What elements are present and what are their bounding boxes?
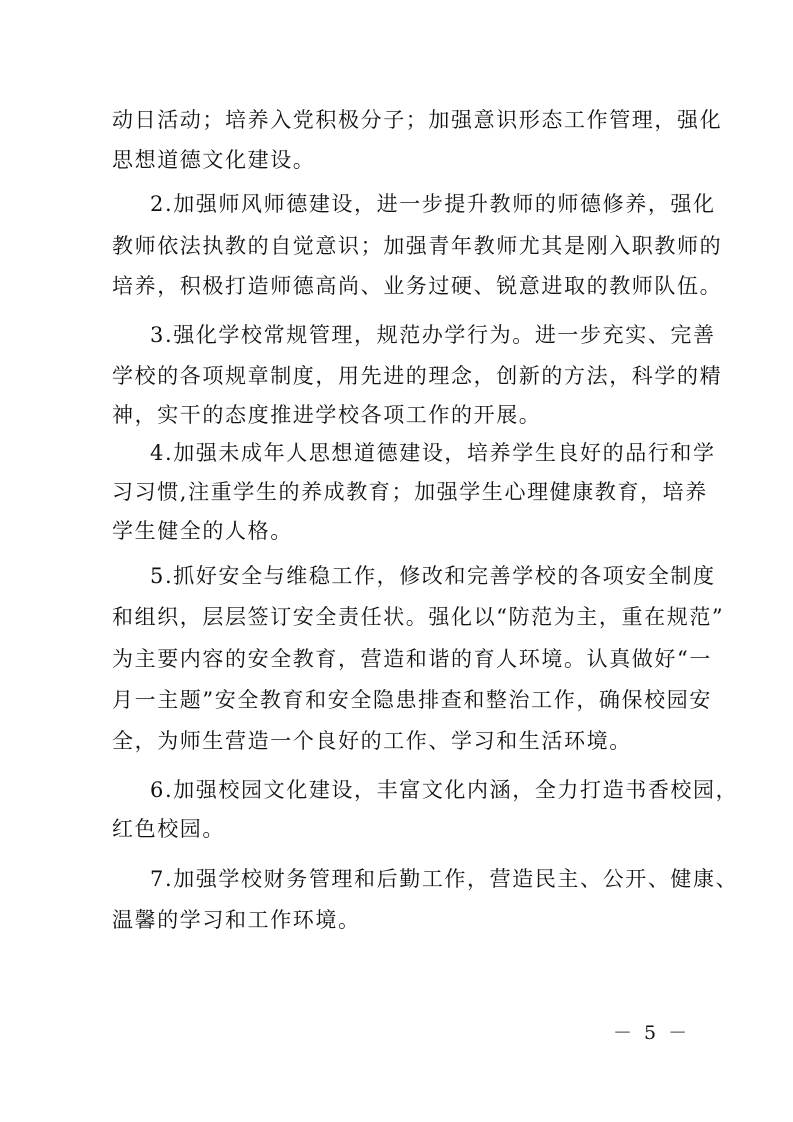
text-line: 习习惯,注重学生的养成教育；加强学生心理健康教育，培养 [112,480,708,504]
text-line: 为主要内容的安全教育，营造和谐的育人环境。认真做好“一 [112,647,712,671]
paragraph-5-first-line: 5.抓好安全与维稳工作，修改和完善学校的各项安全制度 [150,564,716,588]
paragraph-7-first-line: 7.加强学校财务管理和后勤工作，营造民主、公开、健康、 [150,867,739,891]
text-line: 红色校园。 [112,817,225,841]
text-line: 思想道德文化建设。 [112,148,316,172]
paragraph-4-first-line: 4.加强未成年人思想道德建设，培养学生良好的品行和学 [150,441,716,465]
paragraph-3-first-line: 3.强化学校常规管理，规范办学行为。进一步充实、完善 [150,323,716,347]
paragraph-6-first-line: 6.加强校园文化建设，丰富文化内涵，全力打造书香校园， [150,778,739,802]
text-line: 和组织，层层签订安全责任状。强化以“防范为主，重在规范” [112,605,725,629]
text-line: 培养，积极打造师德高尚、业务过硬、锐意进取的教师队伍。 [112,274,723,298]
paragraph-2-first-line: 2.加强师风师德建设，进一步提升教师的师德修养，强化 [150,192,716,216]
text-line: 月一主题”安全教育和安全隐患排查和整治工作，确保校园安 [112,688,712,712]
text-line: 学校的各项规章制度，用先进的理念，创新的方法，科学的精 [112,364,723,388]
page-number: － 5 － [613,1022,691,1044]
text-line: 教师依法执教的自觉意识；加强青年教师尤其是刚入职教师的 [112,234,723,258]
text-line: 动日活动；培养入党积极分子；加强意识形态工作管理，强化 [112,108,723,132]
text-line: 学生健全的人格。 [112,519,293,543]
text-line: 全，为师生营造一个良好的工作、学习和生活环境。 [112,729,632,753]
text-line: 神，实干的态度推进学校各项工作的开展。 [112,403,542,427]
text-line: 温馨的学习和工作环境。 [112,908,361,932]
